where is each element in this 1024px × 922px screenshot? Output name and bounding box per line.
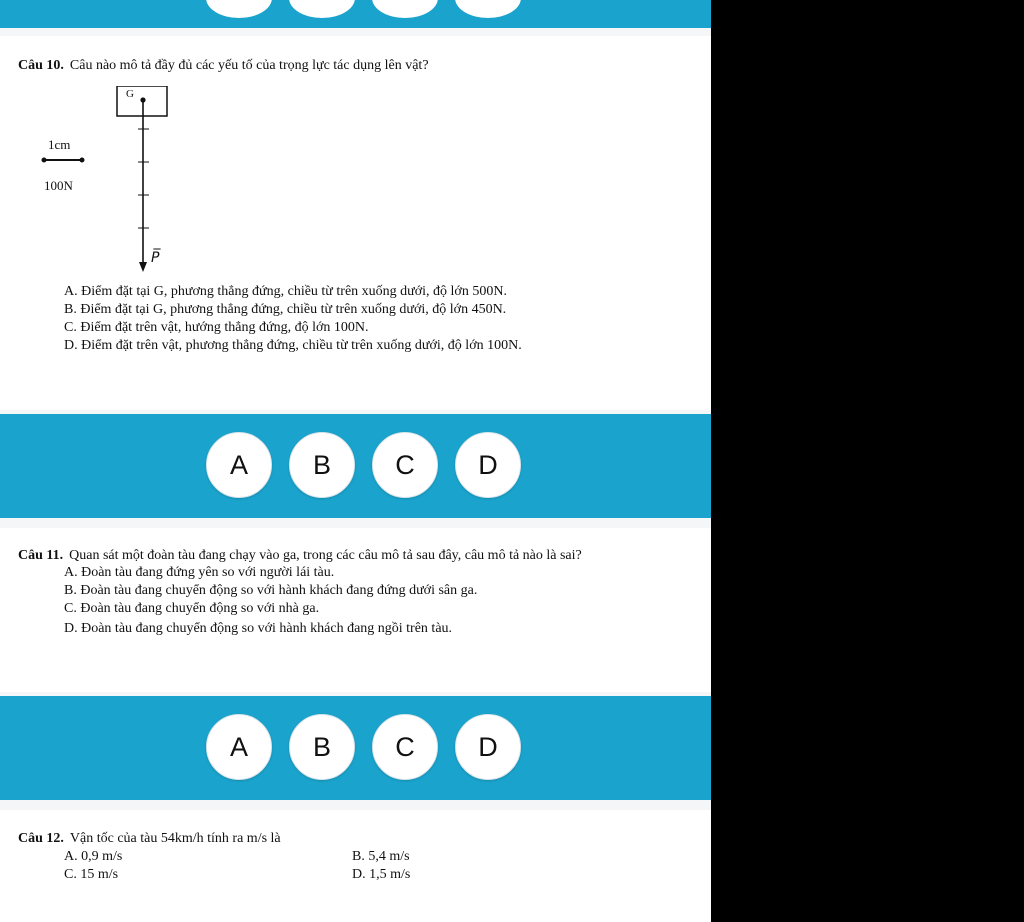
scale-length-label: 1cm <box>48 137 71 152</box>
top-answer-a[interactable] <box>206 0 272 18</box>
question-10-answer-band <box>0 414 711 518</box>
answer-b-button[interactable]: B <box>289 432 355 498</box>
scale-right-dot <box>80 158 85 163</box>
top-answer-c[interactable] <box>372 0 438 18</box>
gravity-figure <box>30 86 190 276</box>
question-11-answer-band <box>0 696 711 800</box>
question-12-option-d: D. 1,5 m/s <box>352 867 411 882</box>
question-10-text <box>18 58 429 74</box>
question-10-number: Câu 10. <box>18 58 64 73</box>
answer-a-button[interactable]: A <box>206 714 272 780</box>
scale-force-label: 100N <box>44 178 73 193</box>
question-10-card <box>0 36 711 410</box>
question-12-number: Câu 12. <box>18 831 64 846</box>
question-10-prompt: Câu nào mô tả đầy đủ các yếu tố của trọng lực tác dụng lên vật? <box>69 58 429 73</box>
vector-p-label: P̅ <box>151 250 160 266</box>
answer-d-button[interactable]: D <box>455 432 521 498</box>
question-11-text <box>18 548 582 564</box>
point-g-label: G <box>126 88 134 100</box>
question-10-option-b: B. Điểm đặt tại G, phương thẳng đứng, chiều từ trên xuống dưới, độ lớn 450N. <box>64 302 507 317</box>
answer-b-button[interactable]: B <box>289 714 355 780</box>
question-11-number: Câu 11. <box>18 548 64 563</box>
question-12-option-a: A. 0,9 m/s <box>64 849 123 864</box>
arrow-head <box>139 262 147 272</box>
top-answer-b[interactable] <box>289 0 355 18</box>
answer-c-button[interactable]: C <box>372 432 438 498</box>
question-11-option-b: B. Đoàn tàu đang chuyển động so với hành khách đang đứng dưới sân ga. <box>64 583 478 598</box>
top-answer-band <box>0 0 711 28</box>
question-10-option-c: C. Điểm đặt trên vật, hướng thẳng đứng, độ lớn 100N. <box>64 320 369 335</box>
question-10-option-d: D. Điểm đặt trên vật, phương thẳng đứng, chiều từ trên xuống dưới, độ lớn 100N. <box>64 338 522 353</box>
top-answer-d[interactable] <box>455 0 521 18</box>
question-11-option-c: C. Đoàn tàu đang chuyển động so với nhà ga. <box>64 601 320 616</box>
question-12-prompt: Vận tốc của tàu 54km/h tính ra m/s là <box>69 831 281 846</box>
answer-d-button[interactable]: D <box>455 714 521 780</box>
question-11-option-a: A. Đoàn tàu đang đứng yên so với người lái tàu. <box>64 565 335 580</box>
answer-a-button[interactable]: A <box>206 432 272 498</box>
answer-c-button[interactable]: C <box>372 714 438 780</box>
question-11-option-d: D. Đoàn tàu đang chuyển động so với hành khách đang ngồi trên tàu. <box>64 621 453 636</box>
question-12-card <box>0 810 711 922</box>
question-11-prompt: Quan sát một đoàn tàu đang chạy vào ga, trong các câu mô tả sau đây, câu mô tả nào là sai? <box>69 548 582 563</box>
question-10-option-a: A. Điểm đặt tại G, phương thẳng đứng, chiều từ trên xuống dưới, độ lớn 500N. <box>64 284 507 299</box>
question-12-option-c: C. 15 m/s <box>64 867 119 882</box>
question-11-card <box>0 528 711 692</box>
question-12-text <box>18 831 281 847</box>
scale-left-dot <box>42 158 47 163</box>
question-12-option-b: B. 5,4 m/s <box>352 849 410 864</box>
